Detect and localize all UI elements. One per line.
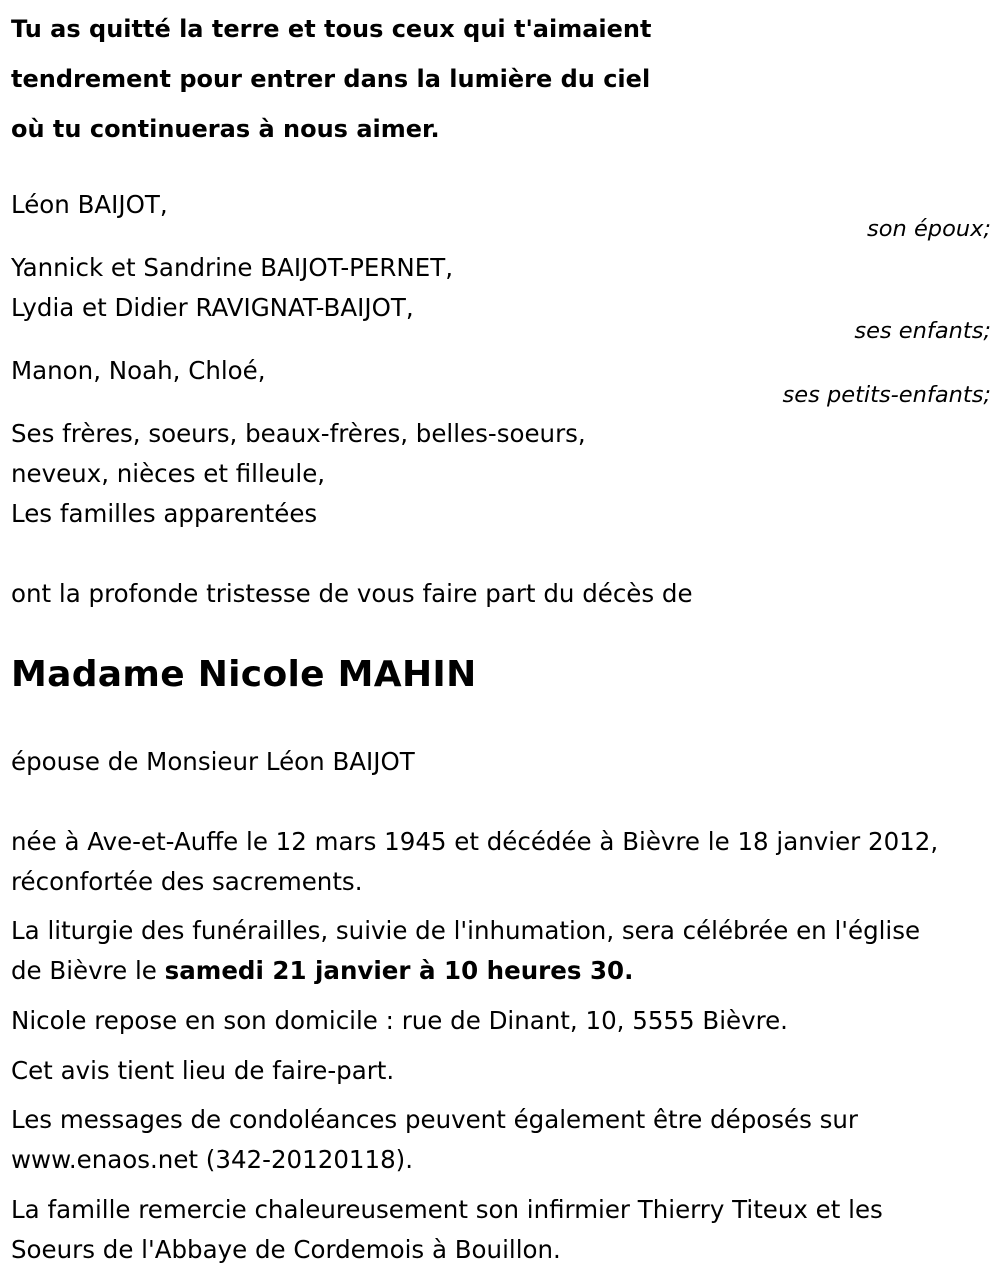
spouse-of: épouse de Monsieur Léon BAIJOT	[11, 747, 415, 776]
child-name: Lydia et Didier RAVIGNAT-BAIJOT,	[11, 293, 414, 322]
thanks-paragraph	[11, 1190, 991, 1270]
paragraph-line: La liturgie des funérailles, suivie de l'inhumation, sera célébrée en l'église	[11, 916, 921, 945]
opening-verse	[11, 4, 652, 154]
condolences-paragraph	[11, 1100, 991, 1180]
children-role: ses enfants;	[854, 318, 991, 344]
verse-line: Tu as quitté la terre et tous ceux qui t'aimaient	[11, 15, 652, 43]
verse-line: où tu continueras à nous aimer.	[11, 115, 440, 143]
child-name: Yannick et Sandrine BAIJOT-PERNET,	[11, 253, 453, 282]
grandchildren-role: ses petits-enfants;	[782, 382, 991, 408]
paragraph-line: www.enaos.net (342-20120118).	[11, 1145, 414, 1174]
paragraph-line	[11, 951, 991, 991]
notice-line: Cet avis tient lieu de faire-part.	[11, 1056, 395, 1085]
paragraph-line: La famille remercie chaleureusement son infirmier Thierry Titeux et les	[11, 1195, 883, 1224]
rest-place: Nicole repose en son domicile : rue de Dinant, 10, 5555 Bièvre.	[11, 1006, 788, 1035]
birth-death-paragraph	[11, 822, 991, 902]
relatives-line: Ses frères, soeurs, beaux-frères, belles-soeurs,	[11, 419, 586, 448]
paragraph-line: Soeurs de l'Abbaye de Cordemois à Bouillon.	[11, 1235, 561, 1264]
deceased-name: Madame Nicole MAHIN	[11, 654, 477, 695]
verse-line: tendrement pour entrer dans la lumière du ciel	[11, 65, 651, 93]
paragraph-line: née à Ave-et-Auffe le 12 mars 1945 et décédée à Bièvre le 18 janvier 2012,	[11, 827, 939, 856]
funeral-paragraph	[11, 911, 991, 991]
grandchildren-names: Manon, Noah, Chloé,	[11, 356, 266, 385]
relatives-line: Les familles apparentées	[11, 499, 318, 528]
announcement: ont la profonde tristesse de vous faire part du décès de	[11, 579, 693, 608]
funeral-date-time: samedi 21 janvier à 10 heures 30.	[164, 956, 634, 985]
paragraph-line: Les messages de condoléances peuvent également être déposés sur	[11, 1105, 858, 1134]
relatives-line: neveux, nièces et filleule,	[11, 459, 326, 488]
spouse-role: son époux;	[867, 216, 991, 242]
spouse-name: Léon BAIJOT,	[11, 190, 168, 219]
funeral-place: de Bièvre le	[11, 956, 165, 985]
paragraph-line: réconfortée des sacrements.	[11, 867, 363, 896]
